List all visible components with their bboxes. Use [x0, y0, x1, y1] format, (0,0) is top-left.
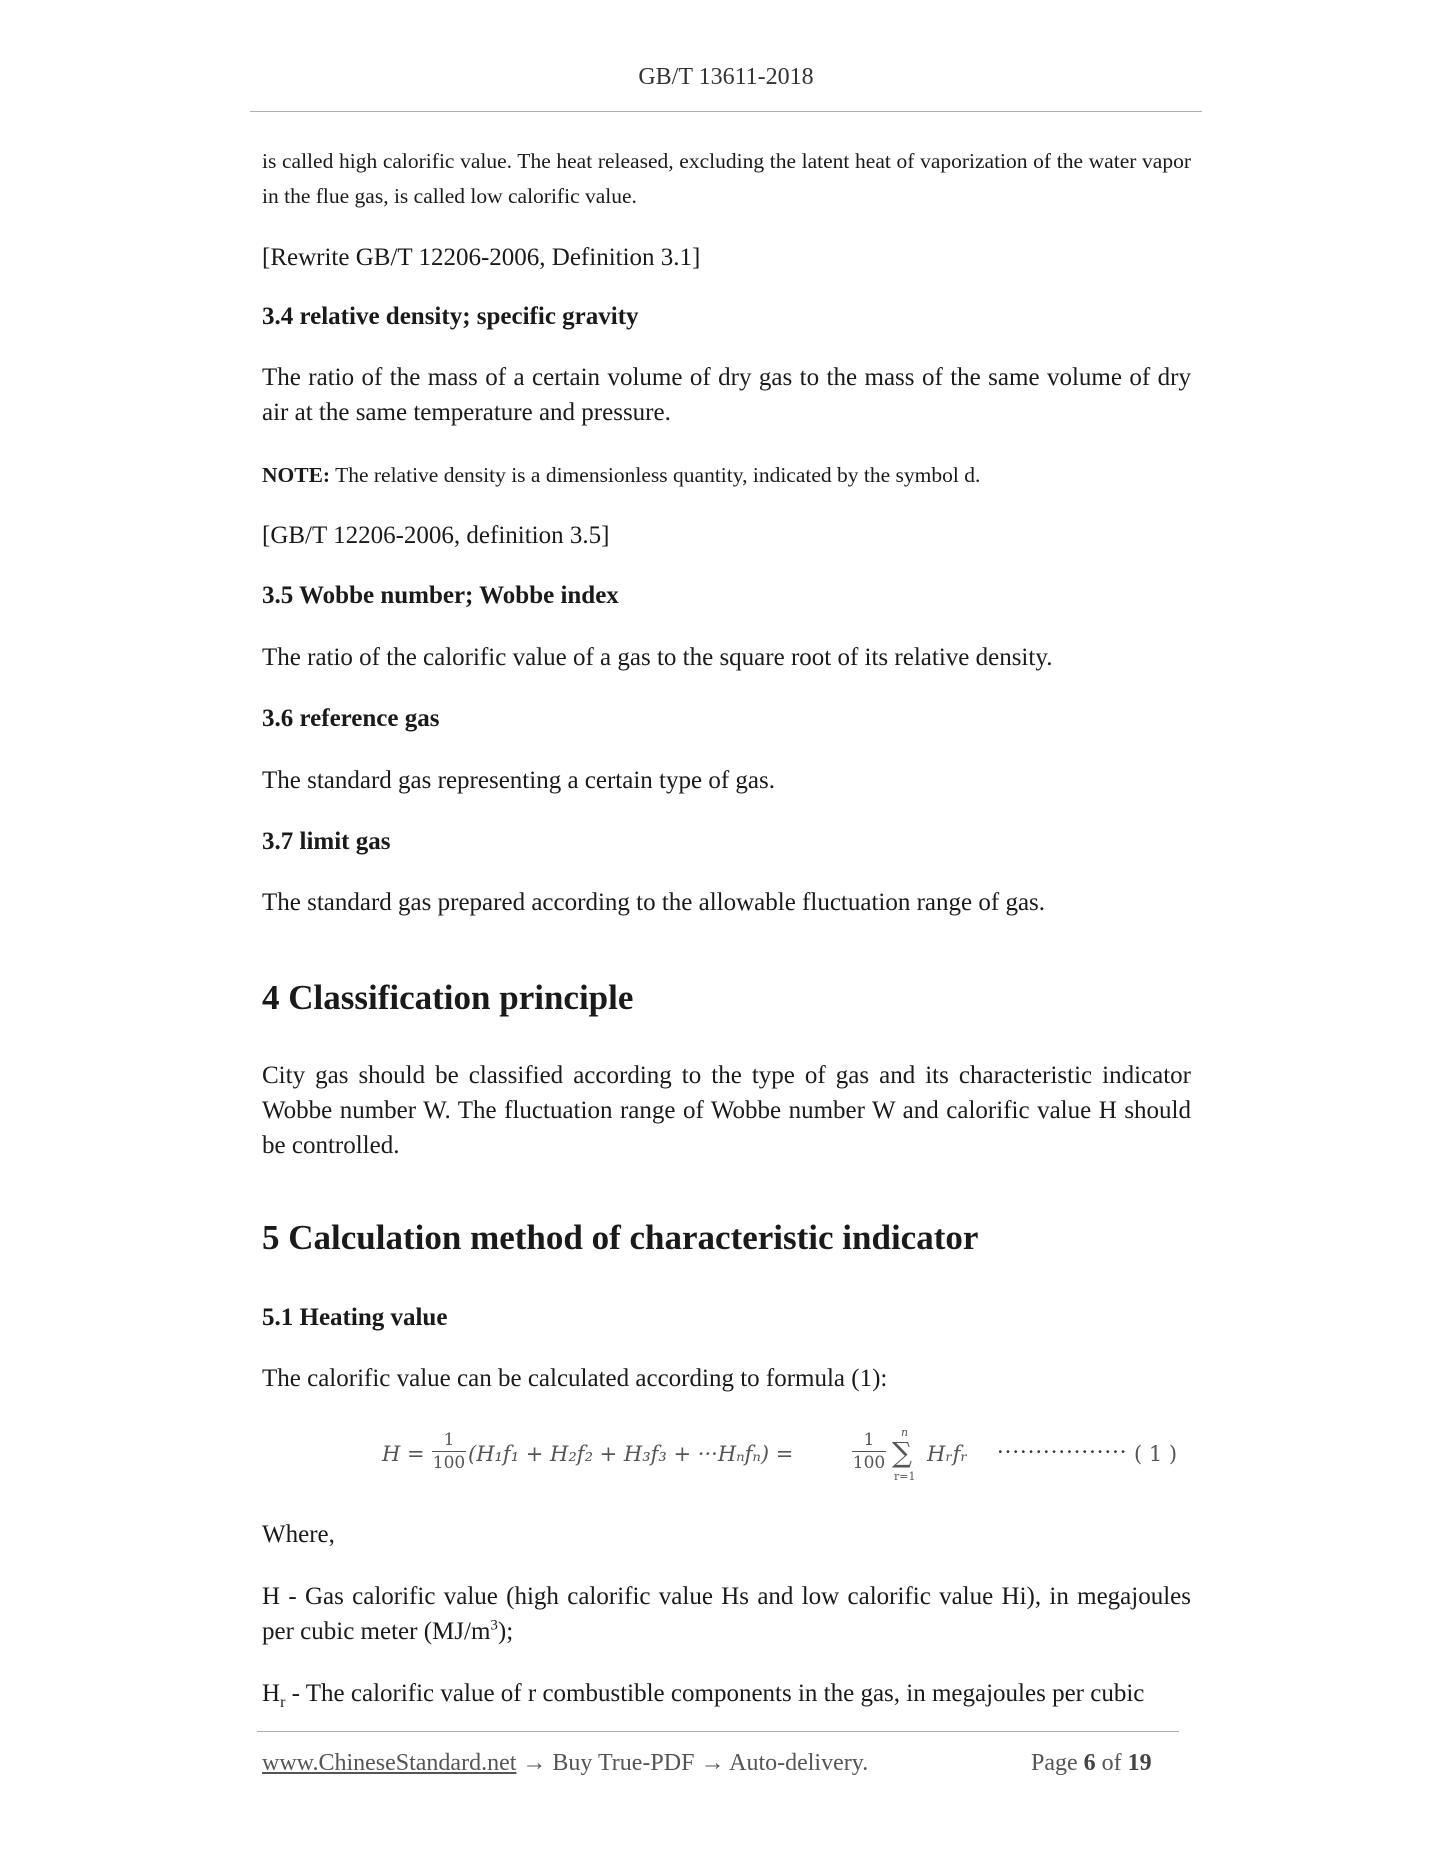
- section-3-5-text: The ratio of the calorific value of a gas to the square root of its relative density.: [262, 644, 1053, 671]
- definition-Hr-text: - The calorific value of r combustible components in the gas, in megajoules per cubic: [285, 1680, 1145, 1707]
- section-5-1-title: 5.1 Heating value: [262, 1304, 448, 1331]
- definition-H: [262, 1579, 1191, 1649]
- section-3-7-title: 3.7 limit gas: [262, 828, 391, 855]
- section-3-4-title: 3.4 relative density; specific gravity: [262, 303, 639, 330]
- formula-sigma-upper: n: [901, 1426, 909, 1439]
- note-line: [262, 460, 1191, 490]
- section-3-6-title: 3.6 reference gas: [262, 705, 440, 732]
- definition-Hr-symbol: H: [262, 1680, 281, 1707]
- definition-H-end: );: [497, 1618, 514, 1645]
- section-3-6-text: The standard gas representing a certain type of gas.: [262, 767, 775, 794]
- formula-leader-dots: ·················: [997, 1440, 1128, 1464]
- note-label: NOTE:: [262, 463, 331, 487]
- formula-number: ( 1 ): [1134, 1442, 1178, 1466]
- formula-rhs: Hᵣfᵣ: [927, 1442, 968, 1466]
- formula-sigma-symbol: ∑: [892, 1436, 912, 1469]
- formula-1: [382, 1426, 1192, 1492]
- section-4-heading: 4 Classification principle: [262, 978, 634, 1017]
- footer-website-link[interactable]: www.ChineseStandard.net: [262, 1750, 517, 1776]
- formula-frac1-num: 1: [443, 1430, 455, 1450]
- header-divider: [250, 111, 1202, 112]
- formula-frac2-den: 100: [852, 1453, 886, 1473]
- reference-3-3: [Rewrite GB/T 12206-2006, Definition 3.1]: [262, 244, 701, 271]
- footer-promo: [262, 1750, 868, 1777]
- formula-fraction-2: [852, 1430, 886, 1473]
- formula-frac2-bar: [852, 1451, 886, 1452]
- footer-promo-text: → Buy True-PDF → Auto-delivery.: [516, 1750, 869, 1776]
- intro-paragraph: is called high calorific value. The heat released, excluding the latent heat of vaporization of the water vapor in the flue gas, is called low calorific value.: [262, 149, 1191, 208]
- footer-divider: [257, 1731, 1179, 1732]
- section-3-7-text: The standard gas prepared according to the allowable fluctuation range of gas.: [262, 889, 1046, 916]
- note-text: The relative density is a dimensionless quantity, indicated by the symbol d.: [330, 463, 981, 487]
- formula-lhs: H =: [382, 1442, 425, 1466]
- formula-summation: [892, 1426, 922, 1492]
- definition-Hr: [262, 1676, 1191, 1711]
- page-of: of: [1095, 1750, 1128, 1776]
- page-header-title: GB/T 13611-2018: [638, 64, 814, 90]
- formula-frac1-bar: [432, 1451, 466, 1452]
- page-total: 19: [1127, 1750, 1152, 1776]
- formula-sum-terms: (H₁f₁ + H₂f₂ + H₃f₃ + ···Hₙfₙ) =: [468, 1442, 794, 1466]
- section-3-5-title: 3.5 Wobbe number; Wobbe index: [262, 582, 619, 609]
- formula-fraction-1: [432, 1430, 466, 1473]
- where-label: Where,: [262, 1521, 335, 1548]
- reference-3-4: [GB/T 12206-2006, definition 3.5]: [262, 522, 610, 549]
- page-label: Page: [1031, 1750, 1084, 1776]
- footer-page-number: [1031, 1750, 1152, 1777]
- definition-H-text: H - Gas calorific value (high calorific value Hs and low calorific value Hi), in megajoules per cubic meter (MJ/m: [262, 1583, 1191, 1645]
- section-3-4-text: The ratio of the mass of a certain volume of dry gas to the mass of the same volume of dry air at the same temperature and pressure.: [262, 364, 1191, 426]
- section-4-text: City gas should be classified according to the type of gas and its characteristic indicator Wobbe number W. The fluctuation range of Wobbe number W and calorific value H should be controlled.: [262, 1062, 1191, 1159]
- section-5-1-text: The calorific value can be calculated according to formula (1):: [262, 1365, 888, 1392]
- section-5-heading: 5 Calculation method of characteristic indicator: [262, 1218, 979, 1257]
- formula-frac1-den: 100: [432, 1453, 466, 1473]
- definition-H-superscript: 3: [490, 1617, 498, 1634]
- definition-Hr-subscript: r: [280, 1694, 286, 1711]
- page-current: 6: [1083, 1750, 1096, 1776]
- formula-frac2-num: 1: [863, 1430, 875, 1450]
- formula-sigma-lower: r=1: [894, 1470, 916, 1483]
